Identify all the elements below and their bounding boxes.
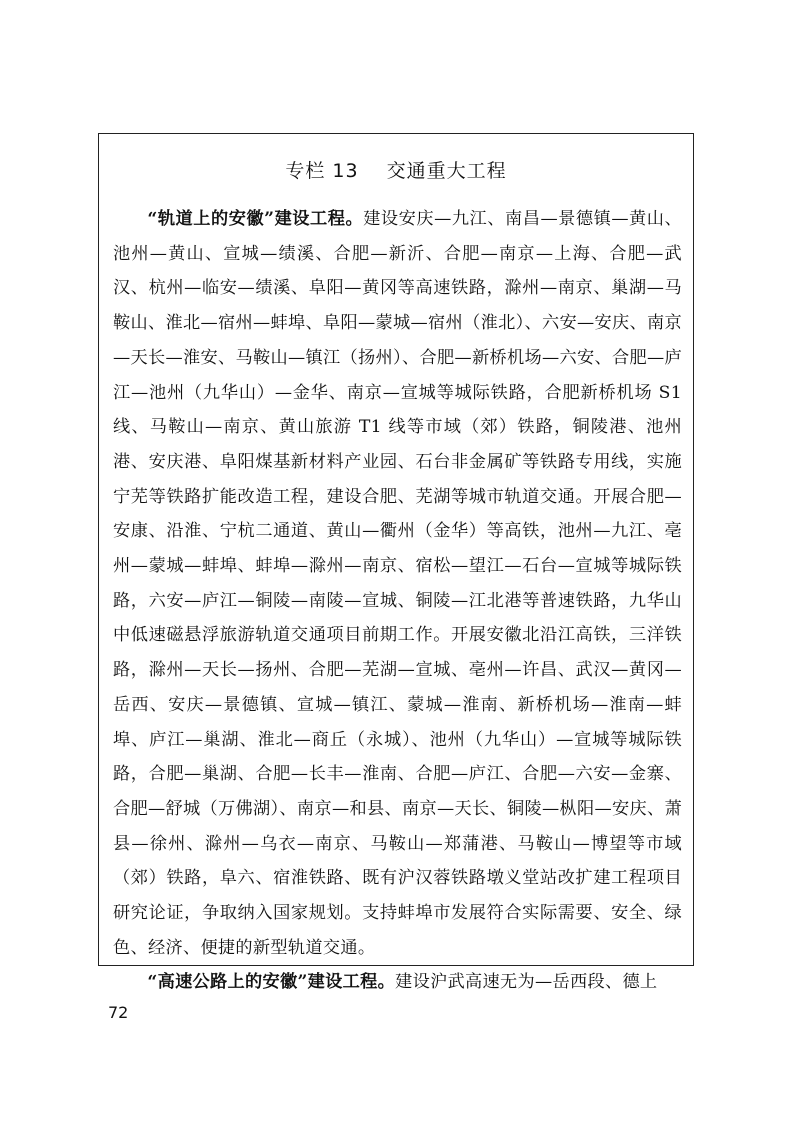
paragraph-rail <box>113 202 682 965</box>
box-content <box>113 202 682 1000</box>
paragraph-highway <box>113 965 682 1000</box>
paragraph-body: 建设沪武高速无为—岳西段、德上 <box>395 972 658 993</box>
page-number: 72 <box>108 1003 129 1022</box>
paragraph-lead: “轨道上的安徽”建设工程。 <box>147 209 364 229</box>
paragraph-body: 建设安庆—九江、南昌—景德镇—黄山、池州—黄山、宣城—绩溪、合肥—新沂、合肥—南京—上海、合肥—武汉、杭州—临安—绩溪、阜阳—黄冈等高速铁路，滁州—南京、巢湖—马鞍山、淮北—宿州—蚌埠、阜阳—蒙城—宿州（淮北）、六安—安庆、南京—天长—淮安、马鞍山—镇江（扬州）、合肥—新桥机场—六安、合肥—庐江—池州（九华山）—金华、南京—宣城等城际铁路，合肥新桥机场 S1 线、马鞍山—南京、黄山旅游 T1 线等市域（郊）铁路，铜陵港、池州港、安庆港、阜阳煤基新材料产业园、石台非金属矿等铁路专用线，实施宁芜等铁路扩能改造工程，建设合肥、芜湖等城市轨道交通。开展合肥—安康、沿淮、宁杭二通道、黄山—衢州（金华）等高铁，池州—九江、亳州—蒙城—蚌埠、蚌埠—滁州—南京、宿松—望江—石台—宣城等城际铁路，六安—庐江—铜陵—南陵—宣城、铜陵—江北港等普速铁路，九华山中低速磁悬浮旅游轨道交通项目前期工作。开展安徽北沿江高铁，三洋铁路，滁州—天长—扬州、合肥—芜湖—宣城、亳州—许昌、武汉—黄冈—岳西、安庆—景德镇、宣城—镇江、蒙城—淮南、新桥机场—淮南—蚌埠、庐江—巢湖、淮北—商丘（永城）、池州（九华山）—宣城等城际铁路，合肥—巢湖、合肥—长丰—淮南、合肥—庐江、合肥—六安—金寨、合肥—舒城（万佛湖）、南京—和县、南京—天长、铜陵—枞阳—安庆、萧县—徐州、滁州—乌衣—南京、马鞍山—郑蒲港、马鞍山—博望等市域（郊）铁路，阜六、宿淮铁路、既有沪汉蓉铁路墩义堂站改扩建工程项目研究论证，争取纳入国家规划。支持蚌埠市发展符合实际需要、安全、绿色、经济、便捷的新型轨道交通。 <box>113 209 682 958</box>
paragraph-lead: “高速公路上的安徽”建设工程。 <box>147 972 396 993</box>
feature-box <box>98 133 694 993</box>
box-title: 专栏 13 交通重大工程 <box>285 160 507 182</box>
